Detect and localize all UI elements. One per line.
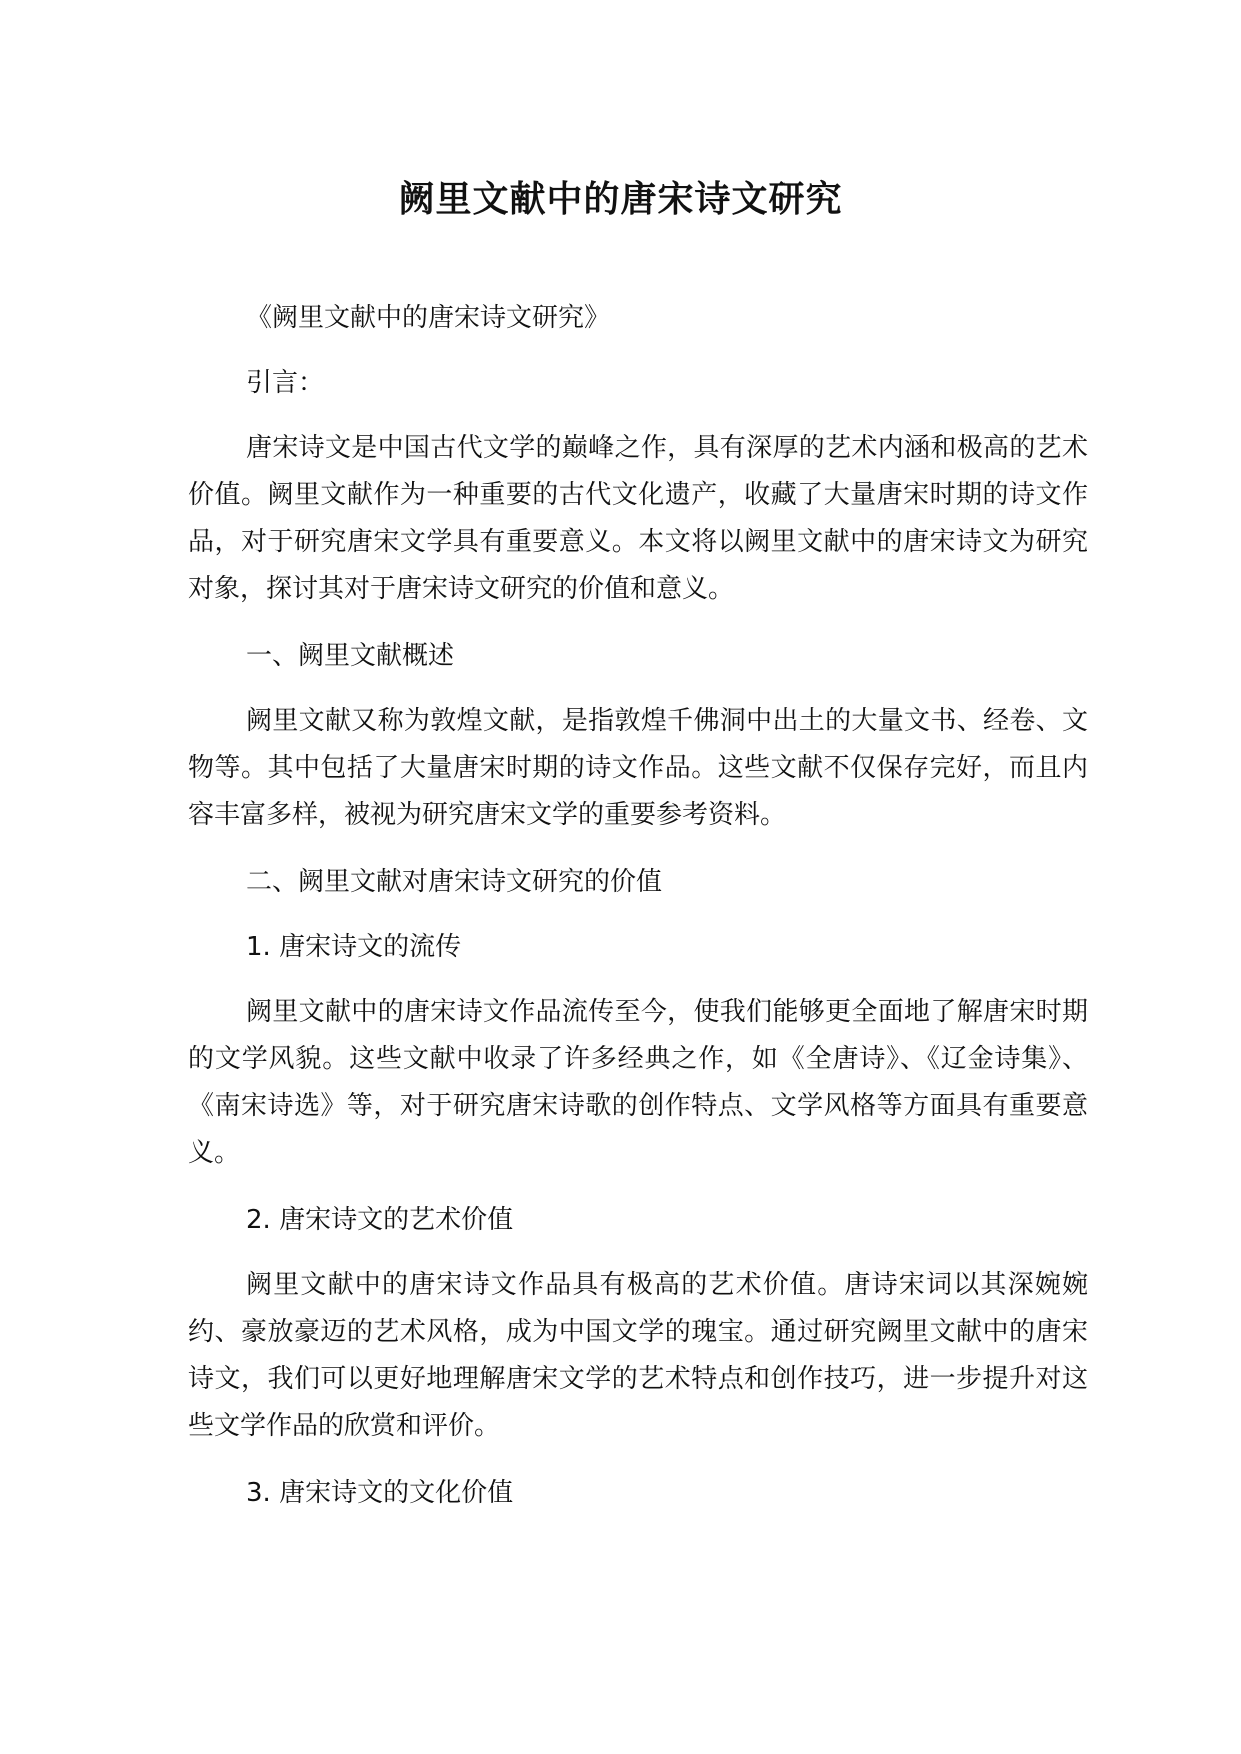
- introduction-heading: 引言：: [246, 368, 325, 398]
- book-title-line: 《阙里文献中的唐宋诗文研究》: [246, 303, 611, 333]
- subsection-2-2-heading: 2. 唐宋诗文的艺术价值: [246, 1205, 514, 1235]
- section-1-heading: 一、阙里文献概述: [246, 641, 455, 671]
- introduction-paragraph: 唐宋诗文是中国古代文学的巅峰之作，具有深厚的艺术内涵和极高的艺术价值。阙里文献作为一种重要的古代文化遗产，收藏了大量唐宋时期的诗文作品，对于研究唐宋文学具有重要意义。本文将以阙里文献中的唐宋诗文为研究对象，探讨其对于唐宋诗文研究的价值和意义。: [188, 433, 1088, 604]
- document-title: 阙里文献中的唐宋诗文研究: [398, 179, 843, 220]
- subsection-2-3-heading: 3. 唐宋诗文的文化价值: [246, 1478, 514, 1508]
- subsection-2-1-paragraph: 阙里文献中的唐宋诗文作品流传至今，使我们能够更全面地了解唐宋时期的文学风貌。这些文献中收录了许多经典之作，如《全唐诗》、《辽金诗集》、《南宋诗选》等，对于研究唐宋诗歌的创作特点、文学风格等方面具有重要意义。: [188, 997, 1088, 1168]
- subsection-2-2-paragraph: 阙里文献中的唐宋诗文作品具有极高的艺术价值。唐诗宋词以其深婉婉约、豪放豪迈的艺术风格，成为中国文学的瑰宝。通过研究阙里文献中的唐宋诗文，我们可以更好地理解唐宋文学的艺术特点和创作技巧，进一步提升对这些文学作品的欣赏和评价。: [188, 1270, 1088, 1441]
- section-1-paragraph: 阙里文献又称为敦煌文献，是指敦煌千佛洞中出土的大量文书、经卷、文物等。其中包括了大量唐宋时期的诗文作品。这些文献不仅保存完好，而且内容丰富多样，被视为研究唐宋文学的重要参考资料。: [188, 706, 1088, 830]
- section-2-heading: 二、阙里文献对唐宋诗文研究的价值: [246, 867, 663, 897]
- subsection-2-1-heading: 1. 唐宋诗文的流传: [246, 932, 462, 962]
- document-body: [188, 295, 1088, 1535]
